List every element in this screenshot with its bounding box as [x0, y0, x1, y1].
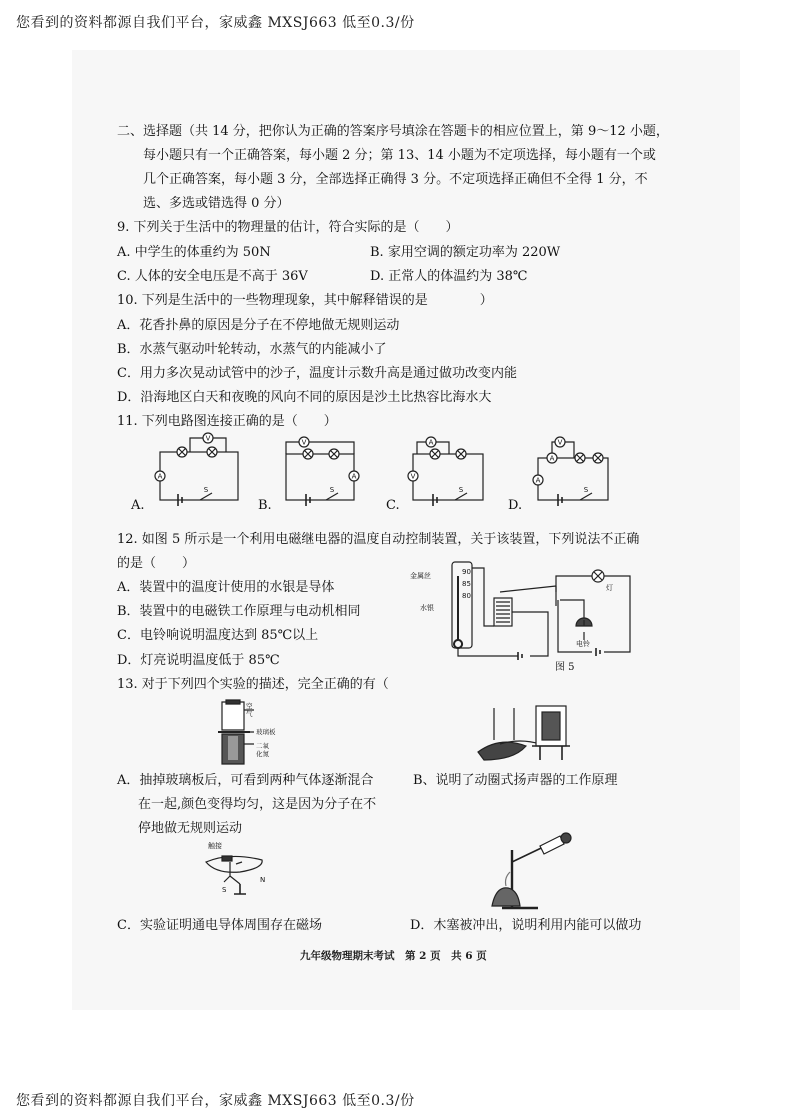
q13-figure-a-diffusion — [210, 698, 310, 770]
svg-text:S: S — [222, 886, 227, 894]
q11-label-b: B. — [258, 498, 272, 513]
svg-text:电铃: 电铃 — [576, 640, 590, 648]
q13-option-a-line-2: 在一起,颜色变得均匀，这是因为分子在不 — [138, 797, 377, 812]
q12-option-a: A．装置中的温度计使用的水银是导体 — [117, 580, 335, 595]
q13-option-d: D．木塞被冲出，说明利用内能可以做功 — [410, 918, 642, 933]
q13-figure-b-speaker — [470, 700, 590, 770]
svg-text:A: A — [535, 476, 541, 485]
q9-option-c: C. 人体的安全电压是不高于 36V — [117, 269, 308, 284]
q12-option-c: C．电铃响说明温度达到 85℃以上 — [117, 628, 319, 643]
svg-text:触接: 触接 — [208, 842, 222, 850]
svg-text:V: V — [557, 438, 563, 447]
q12-option-b: B．装置中的电磁铁工作原理与电动机相同 — [117, 604, 361, 619]
fig5-label-wire: 金属丝 — [410, 572, 431, 580]
svg-text:A: A — [157, 472, 163, 481]
section-title-line-4: 选、多选或错选得 0 分） — [143, 196, 290, 211]
q10-option-c: C．用力多次晃动试管中的沙子，温度计示数升高是通过做功改变内能 — [117, 366, 517, 381]
svg-text:S: S — [583, 486, 589, 494]
svg-text:A: A — [428, 438, 434, 447]
q11-stem: 11. 下列电路图连接正确的是（ ） — [117, 414, 337, 429]
svg-text:S: S — [329, 486, 335, 494]
q13-figure-d-cork — [478, 826, 578, 916]
svg-text:玻璃板: 玻璃板 — [256, 728, 276, 736]
section-title-line-1: 二、选择题（共 14 分，把你认为正确的答案序号填涂在答题卡的相应位置上，第 9～12 小题， — [117, 124, 669, 139]
svg-text:90: 90 — [462, 568, 471, 576]
svg-text:空: 空 — [246, 702, 253, 710]
svg-text:气: 气 — [246, 710, 253, 718]
top-banner: 您看到的资料都源自我们平台，家威鑫 MXSJ663 低至0.3/份 — [16, 15, 415, 31]
q10-option-b: B．水蒸气驱动叶轮转动，水蒸气的内能减小了 — [117, 342, 387, 357]
q13-option-c: C．实验证明通电导体周围存在磁场 — [117, 918, 322, 933]
svg-text:S: S — [203, 486, 209, 494]
q12-stem-line-1: 12. 如图 5 所示是一个利用电磁继电器的温度自动控制装置，关于该装置，下列说法不正确 — [117, 532, 640, 547]
svg-text:S: S — [458, 486, 464, 494]
svg-text:化氮: 化氮 — [256, 750, 269, 758]
q9-option-d: D. 正常人的体温约为 38℃ — [370, 269, 528, 284]
q12-stem-line-2: 的是（ ） — [117, 556, 196, 571]
svg-text:V: V — [301, 438, 307, 447]
exam-page-scan — [72, 50, 740, 1010]
svg-text:80: 80 — [462, 592, 471, 600]
q10-stem: 10. 下列是生活中的一些物理现象，其中解释错误的是 ） — [117, 293, 493, 308]
q12-option-d: D．灯亮说明温度低于 85℃ — [117, 653, 280, 668]
q11-label-d: D. — [508, 498, 523, 513]
q9-option-a: A. 中学生的体重约为 50N — [117, 245, 271, 260]
svg-text:A: A — [549, 454, 555, 463]
q9-option-b: B. 家用空调的额定功率为 220W — [370, 245, 561, 260]
q11-circuit-c — [405, 432, 525, 514]
svg-text:二氧: 二氧 — [256, 742, 269, 750]
svg-text:85: 85 — [462, 580, 471, 588]
svg-text:N: N — [260, 876, 266, 884]
q11-label-a: A. — [131, 498, 145, 513]
q13-stem: 13. 对于下列四个实验的描述，完全正确的有（ — [117, 677, 389, 692]
section-title-line-3: 几个正确答案，每小题 3 分，全部选择正确得 3 分。不定项选择正确但不全得 1 分，不 — [143, 172, 648, 187]
q11-circuit-a — [130, 432, 250, 514]
svg-text:A: A — [351, 472, 357, 481]
q13-figure-c-oersted — [200, 836, 280, 900]
svg-text:V: V — [410, 472, 416, 481]
q11-circuit-b — [278, 432, 398, 514]
q11-circuit-d — [530, 432, 650, 514]
page-footer: 九年级物理期末考试 第 2 页 共 6 页 — [300, 950, 487, 962]
bottom-banner: 您看到的资料都源自我们平台，家威鑫 MXSJ663 低至0.3/份 — [16, 1093, 415, 1109]
q13-option-b: B、说明了动圈式扬声器的工作原理 — [413, 773, 618, 788]
q12-figure-caption: 图 5 — [555, 662, 575, 673]
q11-label-c: C. — [386, 498, 400, 513]
svg-text:灯: 灯 — [606, 584, 613, 592]
svg-text:V: V — [205, 434, 211, 443]
section-title-line-2: 每小题只有一个正确答案，每小题 2 分；第 13、14 小题为不定项选择，每小题有一个或 — [143, 148, 656, 163]
fig5-label-mercury: 水银 — [420, 604, 434, 612]
q10-option-d: D．沿海地区白天和夜晚的风向不同的原因是沙土比热容比海水大 — [117, 390, 492, 405]
q10-option-a: A．花香扑鼻的原因是分子在不停地做无规则运动 — [117, 318, 400, 333]
q13-option-a-line-3: 停地做无规则运动 — [138, 821, 243, 836]
q9-stem: 9. 下列关于生活中的物理量的估计，符合实际的是（ ） — [117, 220, 459, 235]
q12-figure-5 — [408, 556, 640, 676]
q13-option-a-line-1: A．抽掉玻璃板后，可看到两种气体逐渐混合 — [117, 773, 374, 788]
